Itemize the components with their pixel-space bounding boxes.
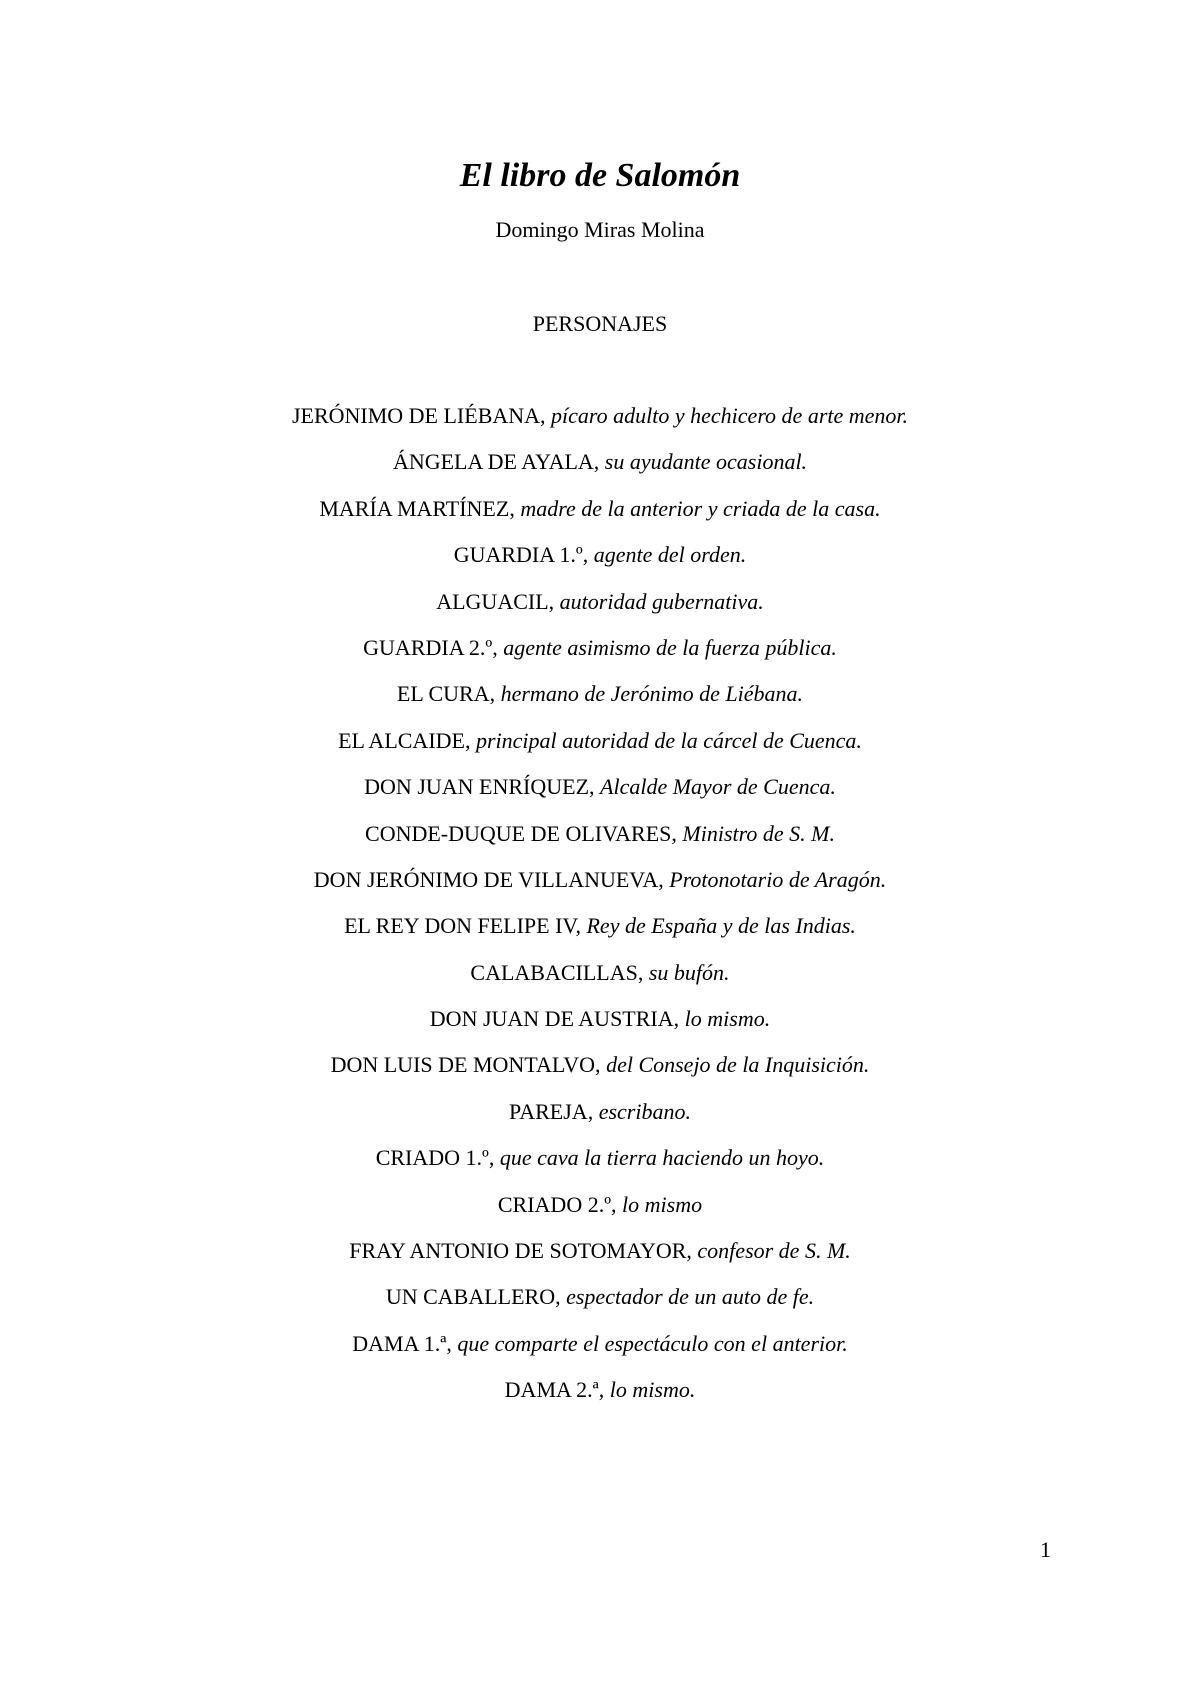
character-description: su bufón. — [648, 959, 730, 985]
document-title: El libro de Salomón — [459, 157, 741, 194]
cast-item — [290, 1144, 910, 1172]
character-description: confesor de S. M. — [697, 1238, 851, 1264]
cast-item — [290, 1237, 910, 1265]
character-name: FRAY ANTONIO DE SOTOMAYOR, — [349, 1238, 698, 1264]
character-name: ALGUACIL, — [436, 588, 560, 614]
character-name: MARÍA MARTÍNEZ, — [319, 495, 521, 521]
character-description: escribano. — [598, 1098, 691, 1124]
cast-item — [290, 541, 910, 569]
character-description: lo mismo. — [609, 1377, 696, 1403]
character-description: Alcalde Mayor de Cuenca. — [600, 774, 836, 800]
character-name: DON JUAN ENRÍQUEZ, — [364, 774, 601, 800]
character-description: lo mismo — [622, 1191, 703, 1217]
character-description: su ayudante ocasional. — [604, 449, 808, 475]
cast-item — [290, 912, 910, 940]
cast-item — [290, 1191, 910, 1219]
cast-item — [290, 680, 910, 708]
character-description: autoridad gubernativa. — [559, 588, 764, 614]
character-name: EL CURA, — [396, 681, 501, 707]
character-description: pícaro adulto y hechicero de arte menor. — [551, 403, 909, 428]
cast-item — [290, 1330, 910, 1358]
character-description: lo mismo. — [684, 1006, 771, 1032]
character-name: CRIADO 1.º, — [375, 1145, 500, 1171]
cast-item — [290, 402, 910, 430]
cast-item — [290, 820, 910, 848]
character-description: espectador de un auto de fe. — [566, 1284, 815, 1310]
cast-item — [290, 448, 910, 476]
cast-item — [290, 866, 910, 894]
character-name: DON LUIS DE MONTALVO, — [330, 1052, 607, 1078]
character-name: UN CABALLERO, — [385, 1284, 567, 1310]
cast-item — [290, 634, 910, 662]
character-name: CONDE-DUQUE DE OLIVARES, — [365, 820, 683, 846]
character-description: principal autoridad de la cárcel de Cuenca. — [475, 727, 862, 753]
character-name: EL REY DON FELIPE IV, — [344, 913, 587, 939]
character-name: DON JUAN DE AUSTRIA, — [429, 1006, 685, 1032]
cast-item — [290, 1005, 910, 1033]
cast-item — [290, 773, 910, 801]
character-description: Ministro de S. M. — [682, 820, 835, 846]
character-description: que cava la tierra haciendo un hoyo. — [499, 1145, 825, 1171]
character-name: JERÓNIMO DE LIÉBANA, — [291, 403, 552, 428]
character-description: Rey de España y de las Indias. — [586, 913, 856, 939]
character-description: hermano de Jerónimo de Liébana. — [500, 681, 804, 707]
character-name: CALABACILLAS, — [470, 959, 649, 985]
cast-item — [290, 1098, 910, 1126]
character-description: agente asimismo de la fuerza pública. — [503, 634, 837, 660]
character-name: CRIADO 2.º, — [497, 1191, 623, 1217]
author-name: Domingo Miras Molina — [495, 217, 705, 242]
character-description: Protonotario de Aragón. — [669, 866, 887, 892]
character-name: EL ALCAIDE, — [338, 727, 476, 753]
character-description: madre de la anterior y criada de la casa. — [520, 495, 881, 521]
cast-item — [290, 588, 910, 616]
character-name: GUARDIA 1.º, — [453, 542, 594, 568]
character-name: GUARDIA 2.º, — [363, 634, 504, 660]
character-name: DAMA 1.ª, — [352, 1330, 458, 1356]
cast-item — [290, 727, 910, 755]
section-heading: PERSONAJES — [532, 311, 668, 336]
cast-item — [290, 495, 910, 523]
cast-item — [290, 1376, 910, 1404]
page-number: 1 — [1040, 1537, 1051, 1562]
cast-item — [290, 959, 910, 987]
character-name: DAMA 2.ª, — [504, 1377, 610, 1403]
character-description: del Consejo de la Inquisición. — [606, 1052, 870, 1078]
character-name: DON JERÓNIMO DE VILLANUEVA, — [313, 866, 670, 892]
character-name: ÁNGELA DE AYALA, — [392, 449, 605, 475]
cast-item — [290, 1051, 910, 1079]
cast-item — [290, 1283, 910, 1311]
cast-list — [290, 402, 910, 1423]
character-name: PAREJA, — [509, 1098, 599, 1124]
character-description: agente del orden. — [593, 542, 747, 568]
character-description: que comparte el espectáculo con el anterior. — [457, 1330, 848, 1356]
